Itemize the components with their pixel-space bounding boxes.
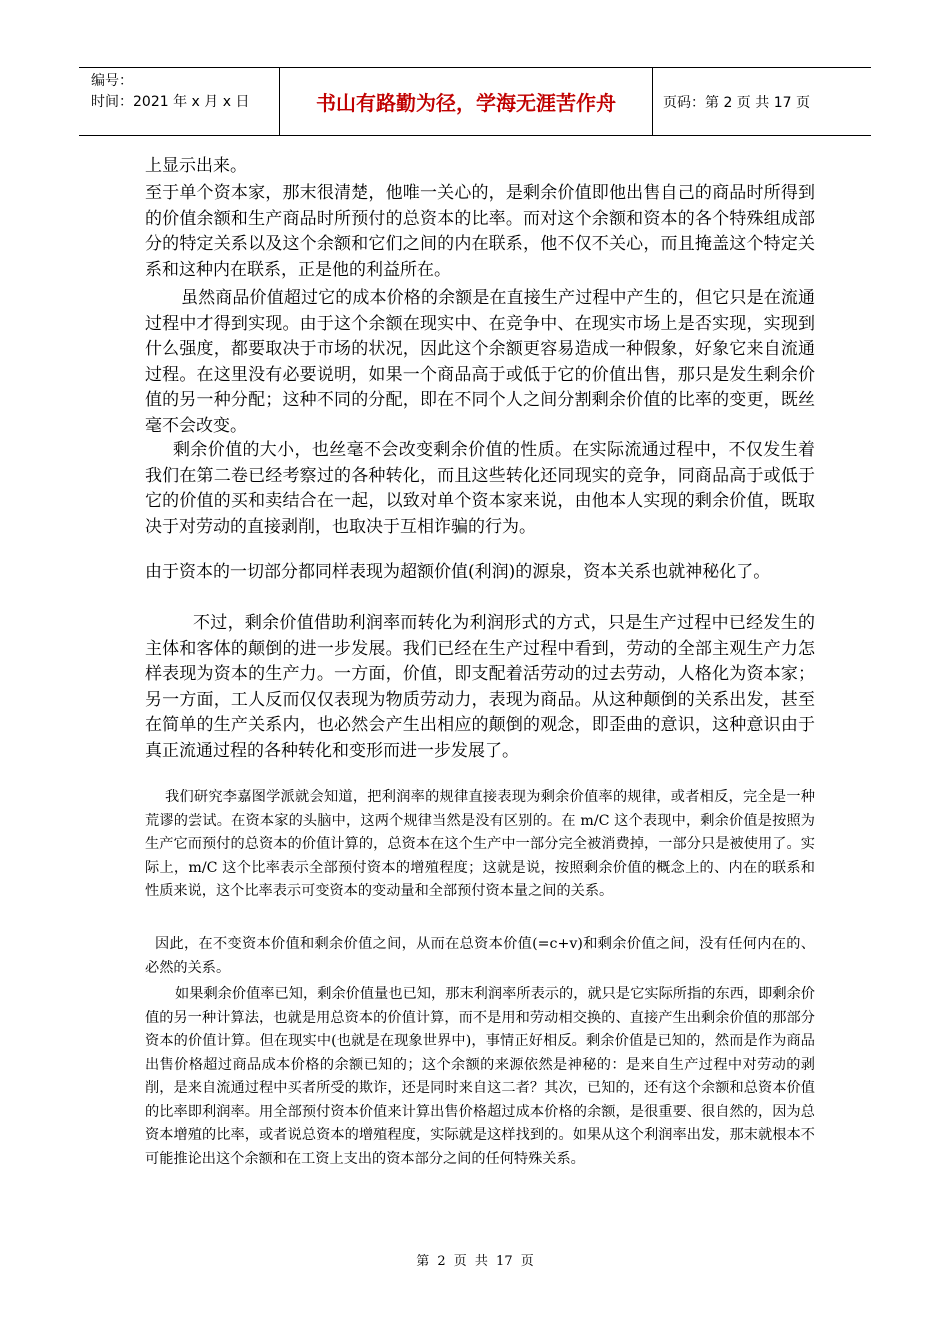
paragraph-no-inner-relation: 因此，在不变资本价值和剩余价值之间，从而在总资本价值(=c+v)和剩余价值之间，没有任何内在的、必然的关系。 — [145, 936, 815, 976]
header-meta-cell — [79, 68, 280, 135]
document-number-label: 编号： — [91, 73, 133, 89]
document-date-label: 时间：2021 年 x 月 x 日 — [91, 94, 250, 110]
paragraph-single-capitalist: 至于单个资本家，那末很清楚，他唯一关心的，是剩余价值即他出售自己的商品时所得到的价值余额和生产商品时所预付的总资本的比率。而对这个余额和资本的各个特殊组成部分的特定关系以及这个余额和它们之间的内在联系，他不仅不关心，而且掩盖这个特定关系和这种内在联系，正是他的利益所在。 — [145, 183, 815, 280]
paragraph-continuation: 上显示出来。 — [145, 156, 247, 176]
page-header — [79, 67, 871, 136]
page-footer: 第 2 页 共 17 页 — [416, 1254, 534, 1269]
paragraph-commodity-value: 虽然商品价值超过它的成本价格的余额是在直接生产过程中产生的，但它只是在流通过程中才得到实现。由于这个余额在现实中、在竞争中、在现实市场上是否实现，实现到什么强度，都要取决于市场的状况，因此这个余额更容易造成一种假象，好象它来自流通过程。在这里没有必要说明，如果一个商品高于或低于它的价值出售，那只是发生剩余价值的另一种分配；这种不同的分配，即在不同个人之间分割剩余价值的比率的变更，既丝毫不会改变。 — [145, 288, 815, 436]
paragraph-surplus-value-size: 剩余价值的大小，也丝毫不会改变剩余价值的性质。在实际流通过程中，不仅发生着我们在第二卷已经考察过的各种转化，而且这些转化还同现实的竞争，同商品高于或低于它的价值的买和卖结合在一起，以致对单个资本家来说，由他本人实现的剩余价值，既取决于对劳动的直接剥削，也取决于互相诈骗的行为。 — [145, 440, 815, 537]
paragraph-rate-known: 如果剩余价值率已知，剩余价值量也已知，那末利润率所表示的，就只是它实际所指的东西，即剩余价值的另一种计算法，也就是用总资本的价值计算，而不是用和劳动相交换的、直接产生出剩余价值的那部分资本的价值计算。但在现实中(也就是在现象世界中)，事情正好相反。剩余价值是已知的，然而是作为商品出售价格超过商品成本价格的余额已知的；这个余额的来源依然是神秘的：是来自生产过程中对劳动的剥削，是来自流通过程中买者所受的欺诈，还是同时来自这二者？其次，已知的，还有这个余额和总资本价值的比率即利润率。用全部预付资本价值来计算出售价格超过成本价格的余额，是很重要、很自然的，因为总资本增殖的比率，或者说总资本的增殖程度，实际就是这样找到的。如果从这个利润率出发，那末就根本不可能推论出这个余额和在工资上支出的资本部分之间的任何特殊关系。 — [145, 986, 815, 1167]
header-motto: 书山有路勤为径，学海无涯苦作舟 — [280, 68, 653, 135]
paragraph-ricardian-school: 我们研究李嘉图学派就会知道，把利润率的规律直接表现为剩余价值率的规律，或者相反，完全是一种荒谬的尝试。在资本家的头脑中，这两个规律当然是没有区别的。在 m/C 这个表现中，剩余价值是按照为生产它而预付的总资本的价值计算的，总资本在这个生产中一部分完全被消费掉，一部分只是被使用了。实际上，m/C 这个比率表示全部预付资本的增殖程度；这就是说，按照剩余价值的概念上的、内在的联系和性质来说，这个比率表示可变资本的变动量和全部预付资本量之间的关系。 — [145, 789, 815, 899]
paragraph-inversion: 不过，剩余价值借助利润率而转化为利润形式的方式，只是生产过程中已经发生的主体和客体的颠倒的进一步发展。我们已经在生产过程中看到，劳动的全部主观生产力怎样表现为资本的生产力。一方面，价值，即支配着活劳动的过去劳动，人格化为资本家；另一方面，工人反而仅仅表现为物质劳动力，表现为商品。从这种颠倒的关系出发，甚至在简单的生产关系内，也必然会产生出相应的颠倒的观念，即歪曲的意识，这种意识由于真正流通过程的各种转化和变形而进一步发展了。 — [145, 613, 815, 761]
header-page-info: 页码：第 2 页 共 17 页 — [663, 94, 810, 111]
paragraph-mystification: 由于资本的一切部分都同样表现为超额价值(利润)的源泉，资本关系也就神秘化了。 — [145, 562, 771, 582]
